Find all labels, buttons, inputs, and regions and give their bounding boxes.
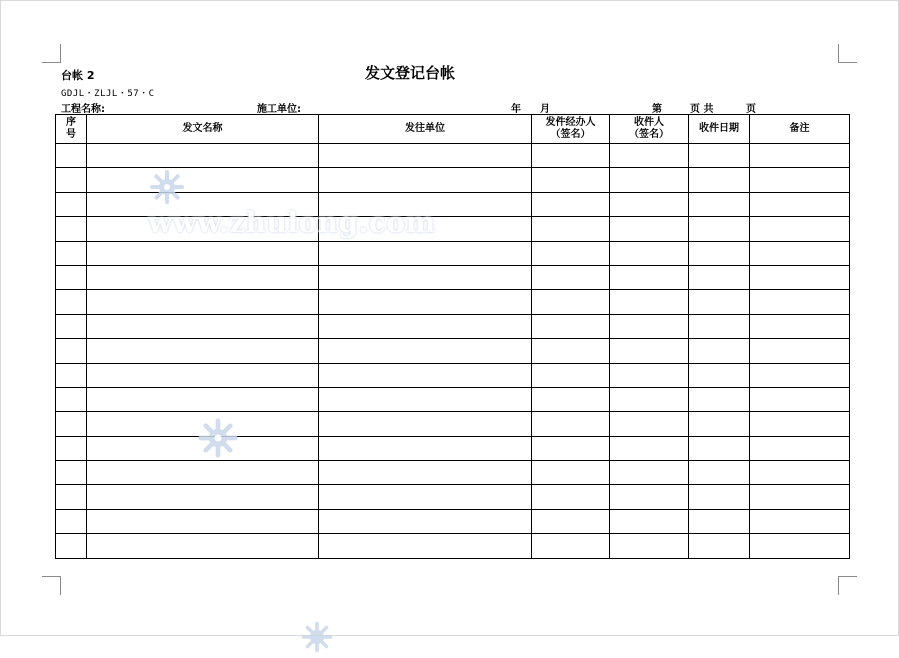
table-cell[interactable] (610, 436, 689, 460)
table-cell[interactable] (750, 387, 850, 411)
table-cell[interactable] (610, 363, 689, 387)
table-cell[interactable] (532, 168, 610, 192)
table-cell[interactable] (750, 265, 850, 289)
table-cell[interactable] (319, 144, 532, 168)
crop-mark-bottom-right (838, 576, 857, 595)
table-cell[interactable] (56, 436, 87, 460)
table-cell[interactable] (319, 485, 532, 509)
snowflake-logo-icon (196, 416, 240, 460)
snowflake-logo-icon (300, 620, 334, 654)
table-cell[interactable] (56, 509, 87, 533)
table-cell[interactable] (532, 144, 610, 168)
table-cell[interactable] (532, 412, 610, 436)
table-cell[interactable] (319, 509, 532, 533)
table-cell[interactable] (689, 363, 750, 387)
table-cell[interactable] (87, 314, 319, 338)
table-cell[interactable] (610, 314, 689, 338)
table-cell[interactable] (87, 485, 319, 509)
table-cell[interactable] (750, 509, 850, 533)
table-cell[interactable] (532, 265, 610, 289)
table-cell[interactable] (319, 241, 532, 265)
table-cell[interactable] (689, 314, 750, 338)
table-cell[interactable] (532, 314, 610, 338)
table-cell[interactable] (319, 168, 532, 192)
table-row (56, 363, 850, 387)
table-cell[interactable] (532, 461, 610, 485)
table-cell[interactable] (689, 144, 750, 168)
column-header-recipient-unit: 发往单位 (319, 115, 532, 144)
table-cell[interactable] (750, 412, 850, 436)
table-cell[interactable] (87, 339, 319, 363)
table-cell[interactable] (56, 387, 87, 411)
table-cell[interactable] (610, 290, 689, 314)
table-cell[interactable] (56, 217, 87, 241)
table-cell[interactable] (750, 461, 850, 485)
table-cell[interactable] (319, 436, 532, 460)
table-row (56, 509, 850, 533)
table-cell[interactable] (319, 265, 532, 289)
watermark-text: www.zhulong.com (148, 206, 436, 239)
table-cell[interactable] (87, 241, 319, 265)
table-cell[interactable] (532, 363, 610, 387)
crop-mark-top-left (42, 44, 61, 63)
table-cell[interactable] (56, 534, 87, 558)
table-cell[interactable] (87, 534, 319, 558)
table-cell[interactable] (87, 387, 319, 411)
table-cell[interactable] (532, 436, 610, 460)
table-cell[interactable] (750, 144, 850, 168)
table-cell[interactable] (532, 192, 610, 216)
table-cell[interactable] (319, 290, 532, 314)
table-cell[interactable] (56, 290, 87, 314)
table-cell[interactable] (87, 509, 319, 533)
form-code: GDJL・ZLJL・57・C (61, 89, 155, 99)
table-cell[interactable] (56, 265, 87, 289)
table-cell[interactable] (56, 168, 87, 192)
table-cell[interactable] (319, 363, 532, 387)
table-cell[interactable] (56, 192, 87, 216)
page-end-label: 页 (746, 104, 756, 115)
table-header-row (56, 115, 850, 144)
table-cell[interactable] (750, 485, 850, 509)
table-row (56, 314, 850, 338)
table-cell[interactable] (56, 485, 87, 509)
page-total-label: 页 共 (690, 104, 714, 115)
table-cell[interactable] (689, 339, 750, 363)
table-cell[interactable] (610, 485, 689, 509)
table-cell[interactable] (689, 485, 750, 509)
table-cell[interactable] (689, 412, 750, 436)
column-header-receiver-text: 收件人 （签名） (629, 117, 669, 140)
table-cell[interactable] (750, 436, 850, 460)
table-cell[interactable] (689, 265, 750, 289)
table-cell[interactable] (610, 534, 689, 558)
table-cell[interactable] (319, 461, 532, 485)
table-cell[interactable] (689, 290, 750, 314)
table-cell[interactable] (56, 461, 87, 485)
table-cell[interactable] (319, 387, 532, 411)
table-cell[interactable] (610, 217, 689, 241)
crop-mark-top-right (838, 44, 857, 63)
table-cell[interactable] (750, 241, 850, 265)
table-row (56, 241, 850, 265)
table-cell[interactable] (532, 509, 610, 533)
table-cell[interactable] (532, 534, 610, 558)
table-cell[interactable] (610, 144, 689, 168)
table-cell[interactable] (56, 241, 87, 265)
table-row (56, 412, 850, 436)
table-cell[interactable] (689, 217, 750, 241)
table-cell[interactable] (319, 534, 532, 558)
table-cell[interactable] (610, 168, 689, 192)
table-cell[interactable] (689, 387, 750, 411)
table-row (56, 387, 850, 411)
table-row (56, 265, 850, 289)
table-cell[interactable] (532, 485, 610, 509)
table-cell[interactable] (532, 217, 610, 241)
table-row (56, 461, 850, 485)
table-cell[interactable] (610, 241, 689, 265)
table-cell[interactable] (532, 339, 610, 363)
ledger-number: 台帐 2 (61, 69, 95, 82)
table-cell[interactable] (689, 436, 750, 460)
table-cell[interactable] (87, 265, 319, 289)
table-cell[interactable] (56, 314, 87, 338)
table-cell[interactable] (56, 363, 87, 387)
table-cell[interactable] (750, 217, 850, 241)
table-cell[interactable] (750, 192, 850, 216)
table-cell[interactable] (87, 363, 319, 387)
table-cell[interactable] (750, 534, 850, 558)
table-cell[interactable] (610, 412, 689, 436)
document-title: 发文登记台帐 (364, 64, 455, 82)
table-cell[interactable] (689, 192, 750, 216)
table-cell[interactable] (610, 387, 689, 411)
snowflake-logo-icon (148, 168, 186, 206)
year-label: 年 (511, 104, 521, 115)
table-cell[interactable] (689, 168, 750, 192)
table-cell[interactable] (56, 144, 87, 168)
table-cell[interactable] (319, 314, 532, 338)
table-row (56, 485, 850, 509)
table-cell[interactable] (610, 509, 689, 533)
page-ordinal-label: 第 (652, 104, 662, 115)
table-cell[interactable] (56, 339, 87, 363)
column-header-sender-handler (532, 115, 610, 144)
table-cell[interactable] (319, 339, 532, 363)
table-cell[interactable] (689, 509, 750, 533)
column-header-remarks: 备注 (750, 115, 850, 144)
table-cell[interactable] (87, 168, 319, 192)
crop-mark-bottom-left (42, 576, 61, 595)
table-cell[interactable] (610, 192, 689, 216)
column-header-seq-text: 序 号 (66, 117, 76, 140)
table-cell[interactable] (750, 168, 850, 192)
column-header-receive-date: 收件日期 (689, 115, 750, 144)
column-header-seq (56, 115, 87, 144)
table-cell[interactable] (532, 290, 610, 314)
table-cell[interactable] (56, 412, 87, 436)
table-row (56, 436, 850, 460)
construction-unit-label: 施工单位: (257, 104, 301, 115)
column-header-document-name: 发文名称 (87, 115, 319, 144)
month-label: 月 (540, 104, 550, 115)
table-cell[interactable] (689, 241, 750, 265)
table-cell[interactable] (689, 461, 750, 485)
table-cell[interactable] (750, 363, 850, 387)
table-cell[interactable] (610, 339, 689, 363)
table-cell[interactable] (319, 412, 532, 436)
column-header-receiver (610, 115, 689, 144)
column-header-sender-handler-text: 发件经办人 （签名） (545, 117, 596, 140)
project-name-label: 工程名称: (61, 104, 105, 115)
table-row (56, 290, 850, 314)
table-cell[interactable] (610, 265, 689, 289)
table-row (56, 144, 850, 168)
table-cell[interactable] (87, 290, 319, 314)
table-cell[interactable] (532, 387, 610, 411)
table-cell[interactable] (87, 144, 319, 168)
table-cell[interactable] (750, 339, 850, 363)
table-cell[interactable] (87, 461, 319, 485)
table-cell[interactable] (750, 290, 850, 314)
table-row (56, 339, 850, 363)
table-cell[interactable] (750, 314, 850, 338)
table-cell[interactable] (532, 241, 610, 265)
table-cell[interactable] (689, 534, 750, 558)
table-row (56, 534, 850, 558)
table-cell[interactable] (610, 461, 689, 485)
